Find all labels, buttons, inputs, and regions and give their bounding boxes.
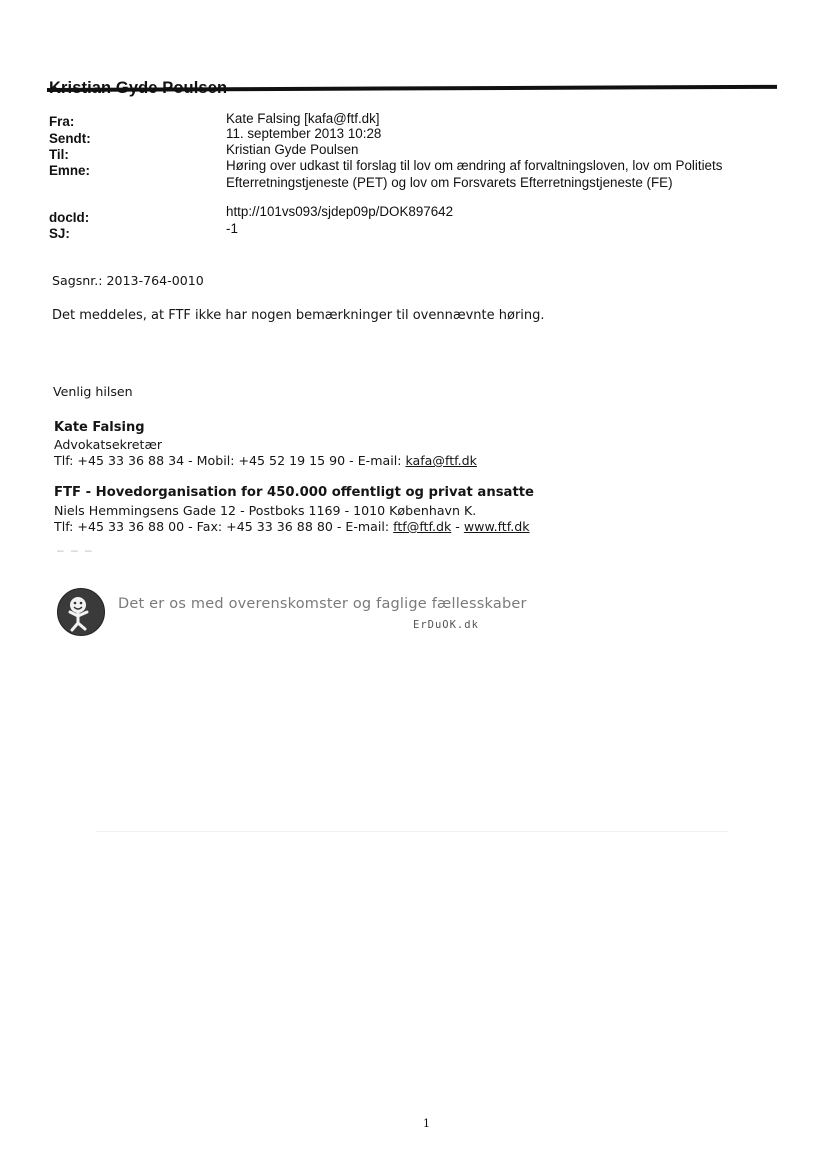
docid-value: http://101vs093/sjdep09p/DOK897642 (226, 204, 454, 219)
greeting: Venlig hilsen (53, 384, 133, 399)
banner-site[interactable]: ErDuOK.dk (413, 619, 479, 631)
org-address: Niels Hemmingsens Gade 12 - Postboks 1169 - 1010 København K. (54, 503, 477, 518)
signature-role: Advokatsekretær (54, 437, 163, 452)
from-value: Kate Falsing [kafa@ftf.dk] (226, 111, 380, 126)
subject-label: Emne: (49, 163, 90, 178)
page-number: 1 (423, 1117, 430, 1130)
to-value: Kristian Gyde Poulsen (226, 142, 359, 157)
scan-artifact-line (96, 831, 728, 832)
from-label: Fra: (49, 114, 75, 129)
subject-value: Høring over udkast til forslag til lov om ændring af forvaltningsloven, lov om Politiets Efterretningstjeneste (PET) og lov om Forsvarets Efterretningstjeneste (FE) (226, 158, 723, 190)
sj-value: -1 (226, 221, 238, 236)
org-contact (54, 519, 530, 534)
docid-label: docId: (49, 210, 90, 225)
to-label: Til: (49, 147, 69, 162)
signature-email-link[interactable]: kafa@ftf.dk (405, 453, 477, 468)
org-contact-text: Tlf: +45 33 36 88 00 - Fax: +45 33 36 88 80 - E-mail: (54, 519, 394, 534)
org-name: FTF - Hovedorganisation for 450.000 offentligt og privat ansatte (54, 485, 535, 500)
org-email-link[interactable]: ftf@ftf.dk (393, 519, 452, 534)
signature-contact-text: Tlf: +45 33 36 88 34 - Mobil: +45 52 19 15 90 - E-mail: (54, 453, 406, 468)
sent-value: 11. september 2013 10:28 (226, 126, 382, 141)
org-website-link[interactable]: www.ftf.dk (463, 519, 530, 534)
case-number: Sagsnr.: 2013-764-0010 (52, 273, 204, 288)
erduok-logo-icon[interactable] (57, 588, 105, 636)
smiley-figure-icon (58, 589, 104, 635)
signature-contact (54, 453, 477, 468)
sent-label: Sendt: (49, 131, 91, 146)
message-text: Det meddeles, at FTF ikke har nogen bemærkninger til ovennævnte høring. (52, 308, 545, 323)
signature-name: Kate Falsing (54, 420, 145, 435)
org-separator: - (451, 519, 464, 534)
signature-dashes: – – – (57, 543, 94, 557)
sj-label: SJ: (49, 226, 70, 241)
banner-slogan: Det er os med overenskomster og faglige fællesskaber (118, 596, 527, 612)
